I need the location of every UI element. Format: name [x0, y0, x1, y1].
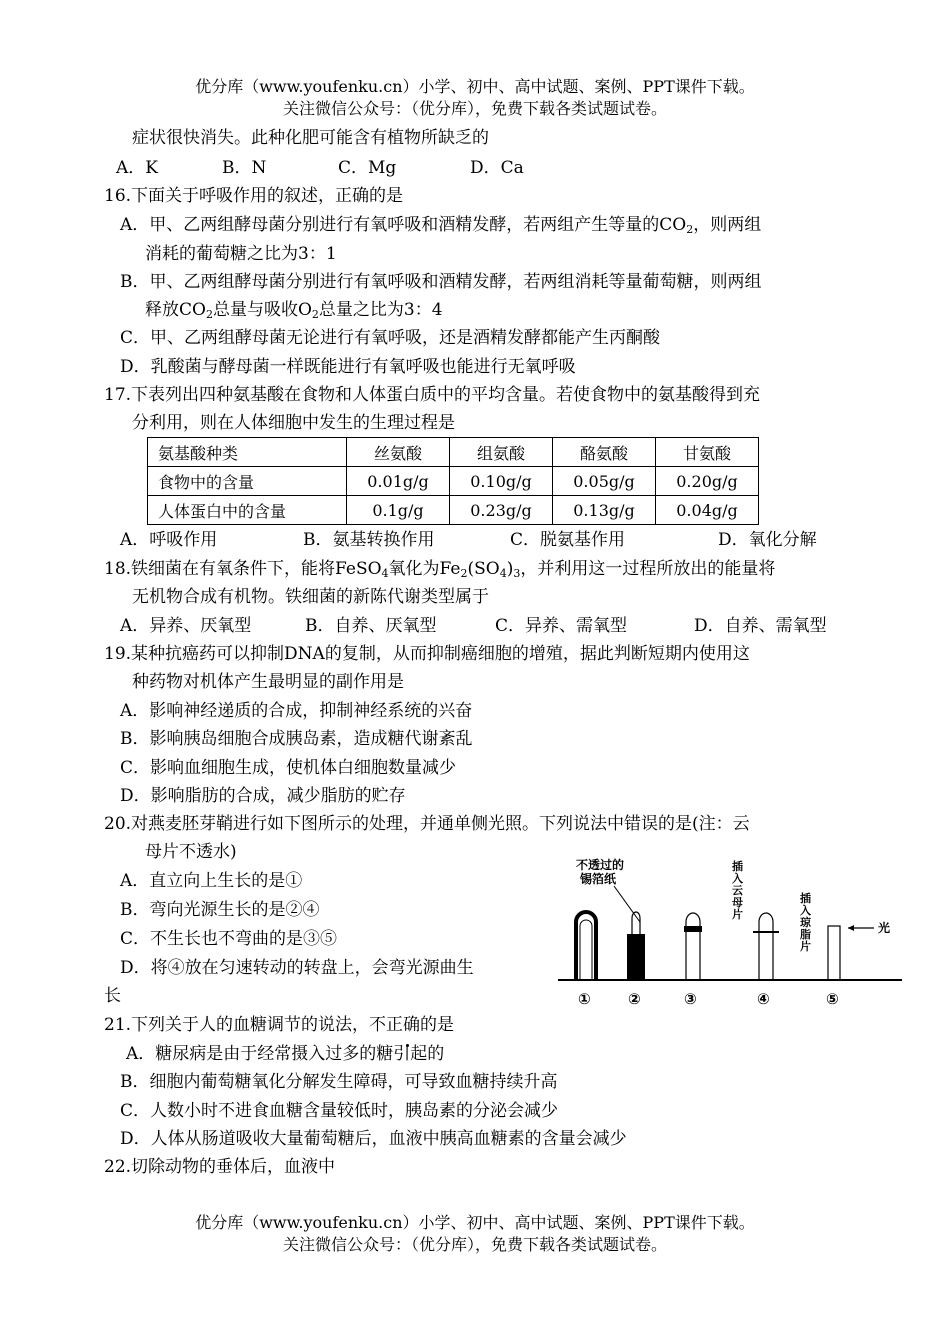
table-cell: 0.13g/g — [553, 496, 656, 525]
q20-option-d-line1: D．将④放在匀速转动的转盘上，会弯光源曲生 — [120, 958, 474, 978]
q15-option-d: D．Ca — [470, 158, 524, 178]
q18-stem-line2: 无机物合成有机物。铁细菌的新陈代谢类型属于 — [132, 587, 489, 607]
coleoptile-figure — [556, 856, 906, 1011]
footer-line-2: 关注微信公众号：（优分库），免费下载各类试题试卷。 — [282, 1235, 667, 1254]
seedling-3 — [684, 913, 702, 980]
q19-stem-line2: 种药物对机体产生最明显的副作用是 — [132, 672, 404, 692]
figure-number-1: ① — [578, 990, 591, 1008]
q19-option-a: A．影响神经递质的合成，抑制神经系统的兴奋 — [120, 701, 473, 721]
q16-option-a-line1: A．甲、乙两组酵母菌分别进行有氧呼吸和酒精发酵，若两组产生等量的$CO_2$，则两组 — [120, 215, 762, 236]
q17-stem-line1: 17.下表列出四种氨基酸在食物和人体蛋白质中的平均含量。若使食物中的氨基酸得到充 — [104, 385, 761, 405]
q22-stem: 22.切除动物的垂体后，血液中 — [104, 1157, 336, 1177]
foil-label-line1: 不透过的 — [576, 858, 625, 872]
q17-option-c: C．脱氨基作用 — [510, 530, 626, 550]
amino-acid-table — [147, 437, 759, 525]
table-header-cell: 酪氨酸 — [553, 438, 656, 467]
q21-option-a: A．糖尿病是由于经常摄入过多的糖引起的 — [126, 1044, 445, 1064]
mica-label — [732, 859, 743, 921]
light-label: 光 — [878, 921, 891, 935]
table-header-cell: 氨基酸种类 — [148, 438, 347, 467]
table-row — [148, 467, 759, 496]
figure-number-3: ③ — [684, 990, 697, 1008]
emphasis-not: 不 — [369, 1015, 387, 1035]
table-cell: 0.01g/g — [347, 467, 450, 496]
q18-option-b: B．自养、厌氧型 — [305, 616, 437, 636]
figure-number-4: ④ — [757, 990, 770, 1008]
agar-label — [800, 891, 812, 953]
q18-stem-line1: 18.铁细菌在有氧条件下，能将FeSO$_4$氧化为$Fe_2(SO_4)_3$，并利用这一过程所放出的能量将 — [104, 559, 776, 580]
q16-option-b-line1: B．甲、乙两组酵母菌分别进行有氧呼吸和酒精发酵，若两组消耗等量葡萄糖，则两组 — [120, 272, 762, 292]
table-cell: 人体蛋白中的含量 — [148, 496, 347, 525]
q19-option-c: C．影响血细胞生成，使机体白细胞数量减少 — [120, 758, 457, 778]
q19-option-d: D．影响脂肪的合成，减少脂肪的贮存 — [120, 786, 406, 806]
q16-option-d: D．乳酸菌与酵母菌一样既能进行有氧呼吸也能进行无氧呼吸 — [120, 357, 576, 377]
table-cell: 0.05g/g — [553, 467, 656, 496]
mica-label-char: 母 — [732, 896, 743, 909]
q21-option-b: B．细胞内葡萄糖氧化分解发生障碍，可导致血糖持续升高 — [120, 1072, 558, 1092]
q18-option-a: A．异养、厌氧型 — [120, 616, 252, 636]
q17-option-b: B．氨基转换作用 — [303, 530, 435, 550]
q16-option-c: C．甲、乙两组酵母菌无论进行有氧呼吸，还是酒精发酵都能产生丙酮酸 — [120, 328, 661, 348]
mica-label-char: 片 — [732, 908, 743, 921]
header-line-2: 关注微信公众号：（优分库），免费下载各类试题试卷。 — [282, 99, 667, 118]
table-header-row — [148, 438, 759, 467]
table-header-cell: 甘氨酸 — [656, 438, 759, 467]
q15-option-a: A．K — [116, 158, 158, 178]
q21-stem: 21.下列关于人的血糖调节的说法，不正确的是 — [104, 1015, 455, 1035]
table-row — [148, 496, 759, 525]
q20-option-b: B．弯向光源生长的是②④ — [120, 900, 320, 920]
agar-label-char: 脂 — [800, 928, 811, 941]
table-header-cell: 丝氨酸 — [347, 438, 450, 467]
q16-stem: 16.下面关于呼吸作用的叙述，正确的是 — [104, 186, 404, 206]
mica-label-char: 插 — [732, 860, 743, 873]
q17-option-a: A．呼吸作用 — [120, 530, 218, 550]
agar-label-char: 插 — [800, 892, 811, 905]
table-cell: 0.1g/g — [347, 496, 450, 525]
q19-stem-line1: 19.某种抗癌药可以抑制DNA的复制，从而抑制癌细胞的增殖，据此判断短期内使用这 — [104, 644, 750, 664]
mica-label-char: 入 — [732, 872, 743, 885]
q16-option-a-line2: 消耗的葡萄糖之比为3：1 — [145, 244, 337, 264]
header-line-1: 优分库（www.youfenku.cn）小学、初中、高中试题、案例、PPT课件下载。 — [195, 77, 755, 96]
figure-number-5: ⑤ — [826, 990, 839, 1008]
q20-stem-line2: 母片不透水) — [145, 842, 237, 862]
q20-stem-line1: 20.对燕麦胚芽鞘进行如下图所示的处理，并通单侧光照。下列说法中错误的是(注：云 — [104, 814, 750, 834]
q18-option-d: D．自养、需氧型 — [694, 616, 827, 636]
figure-number-2: ② — [628, 990, 641, 1008]
seedling-4 — [753, 913, 779, 980]
q20-option-c: C．不生长也不弯曲的是③⑤ — [120, 929, 338, 949]
table-cell: 0.23g/g — [450, 496, 553, 525]
table-header-cell: 组氨酸 — [450, 438, 553, 467]
q21-option-c: C．人数小时不进食血糖含量较低时，胰岛素的分泌会减少 — [120, 1101, 559, 1121]
q15-option-b: B．N — [222, 158, 267, 178]
agar-label-char: 琼 — [800, 916, 811, 929]
agar-label-char: 入 — [800, 904, 811, 917]
seedling-1 — [576, 912, 596, 980]
seedling-2 — [627, 912, 645, 980]
q17-stem-line2: 分利用，则在人体细胞中发生的生理过程是 — [132, 413, 455, 433]
q17-option-d: D．氧化分解 — [718, 530, 817, 550]
table-cell: 食物中的含量 — [148, 467, 347, 496]
mica-label-char: 云 — [732, 884, 743, 897]
q15-continuation: 症状很快消失。此种化肥可能含有植物所缺乏的 — [132, 128, 489, 148]
q20-option-d-line2: 长 — [104, 986, 121, 1006]
foil-label-line2: 锡箔纸 — [580, 872, 617, 886]
foil-pointer — [614, 886, 640, 922]
table-cell: 0.04g/g — [656, 496, 759, 525]
table-cell: 0.10g/g — [450, 467, 553, 496]
footer-line-1: 优分库（www.youfenku.cn）小学、初中、高中试题、案例、PPT课件下载。 — [195, 1213, 755, 1232]
q21-option-d: D．人体从肠道吸收大量葡萄糖后，血液中胰高血糖素的含量会减少 — [120, 1129, 627, 1149]
q20-option-a: A．直立向上生长的是① — [120, 871, 303, 891]
q15-option-c: C．Mg — [338, 158, 397, 178]
q18-option-c: C．异养、需氧型 — [495, 616, 628, 636]
light-arrow — [848, 925, 874, 931]
table-cell: 0.20g/g — [656, 467, 759, 496]
agar-label-char: 片 — [800, 940, 811, 953]
q19-option-b: B．影响胰岛细胞合成胰岛素，造成糖代谢紊乱 — [120, 729, 473, 749]
q16-option-b-line2: 释放$CO_2$总量与吸收$O_2$总量之比为3：4 — [145, 300, 443, 321]
seedling-5 — [828, 926, 840, 980]
